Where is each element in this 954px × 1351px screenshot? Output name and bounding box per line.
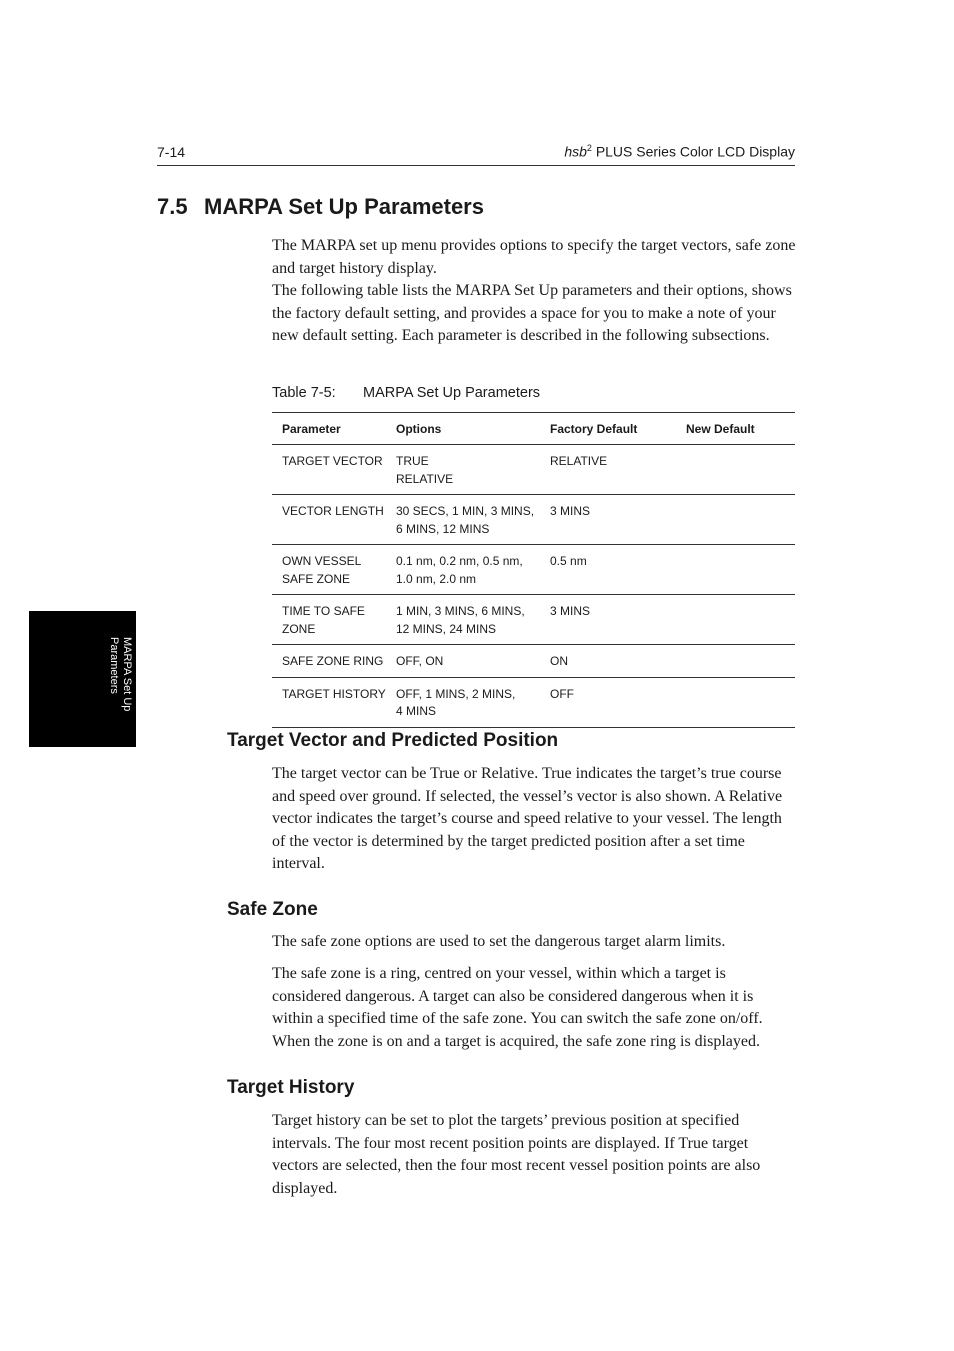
table-header-row [272,413,795,445]
cell-parameter [272,495,386,545]
header-title [564,143,795,160]
cell-text: SAFE ZONE [282,571,351,586]
column-header-new-default: New Default [676,413,795,445]
cell-text: 1.0 nm, 2.0 nm [396,571,477,586]
cell-text: TRUE [396,454,429,468]
column-header-options: Options [386,413,540,445]
chapter-side-tab [29,611,136,747]
parameters-table [272,412,795,728]
cell-text: 1 MIN, 3 MINS, 6 MINS, [396,604,525,618]
table-row [272,677,795,727]
target-history-body: Target history can be set to plot the targets’ previous position at specified intervals. The four most recent position points are displayed. If True target vectors are selected, then the four most recent vessel position points are also displayed. [272,1112,761,1197]
cell-parameter [272,545,386,595]
cell-options [386,495,540,545]
cell-text: SAFE ZONE RING [282,654,384,668]
target-vector-heading: Target Vector and Predicted Position [227,730,559,751]
cell-factory-default: RELATIVE [540,445,676,495]
cell-text: 6 MINS, 12 MINS [396,521,490,536]
header-brand-superscript: 2 [586,143,592,153]
cell-text: TIME TO SAFE [282,604,365,618]
cell-text: 4 MINS [396,704,437,718]
column-header-factory-default: Factory Default [540,413,676,445]
cell-factory-default: ON [540,645,676,678]
cell-text: ZONE [282,621,316,636]
table-row [272,545,795,595]
cell-parameter [272,595,386,645]
cell-new-default [676,545,795,595]
cell-new-default [676,595,795,645]
safe-zone-heading: Safe Zone [227,899,318,920]
table-row [272,645,795,678]
cell-text: 12 MINS, 24 MINS [396,621,497,636]
table-row [272,445,795,495]
cell-text: VECTOR LENGTH [282,504,384,518]
table-row [272,595,795,645]
cell-options [386,545,540,595]
cell-parameter [272,677,386,727]
cell-options [386,595,540,645]
cell-text: RELATIVE [396,471,454,486]
cell-text: 0.1 nm, 0.2 nm, 0.5 nm, [396,554,523,568]
cell-text: 30 SECS, 1 MIN, 3 MINS, [396,504,535,518]
section-heading [157,194,484,220]
side-tab-line-2: Parameters [108,637,120,694]
cell-factory-default: OFF [540,677,676,727]
cell-text: TARGET HISTORY [282,686,386,701]
section-title: MARPA Set Up Parameters [204,194,484,219]
cell-factory-default: 0.5 nm [540,545,676,595]
target-history-heading: Target History [227,1077,355,1098]
cell-text: OWN VESSEL [282,554,362,568]
intro-paragraph-1: The MARPA set up menu provides options to specify the target vectors, safe zone and target history display. [272,237,796,277]
cell-parameter [272,445,386,495]
section-number: 7.5 [157,194,188,219]
side-tab-line-1: MARPA Set Up [121,637,133,712]
cell-factory-default: 3 MINS [540,495,676,545]
side-tab-label [107,637,133,757]
page-number: 7-14 [157,144,186,160]
cell-text: OFF, ON [396,654,444,668]
cell-new-default [676,495,795,545]
table-caption-label: Table 7-5: [272,385,336,401]
page-header [157,143,795,166]
cell-text: TARGET VECTOR [282,454,383,468]
header-brand: hsb [564,143,587,160]
cell-factory-default: 3 MINS [540,595,676,645]
column-header-parameter: Parameter [272,413,386,445]
safe-zone-body-2: The safe zone is a ring, centred on your vessel, within which a target is considered dangerous. A target can also be considered dangerous when it is within a specified time of the safe zone. You can switch the safe zone on/off. When the zone is on and a target is acquired, the safe zone ring is displayed. [272,965,763,1050]
cell-options [386,445,540,495]
cell-parameter [272,645,386,678]
target-vector-body: The target vector can be True or Relative. True indicates the target’s true course and speed over ground. If selected, the vessel’s vector is also shown. A Relative vector indicates the target’s course and speed relative to your vessel. The length of the vector is determined by the target predicted position after a set time interval. [272,765,783,872]
table-caption-title: MARPA Set Up Parameters [363,385,541,401]
header-title-text: PLUS Series Color LCD Display [595,143,795,160]
cell-new-default [676,645,795,678]
cell-options [386,645,540,678]
table-row [272,495,795,545]
cell-new-default [676,677,795,727]
table-caption [272,385,540,401]
safe-zone-body-1: The safe zone options are used to set the dangerous target alarm limits. [272,933,726,950]
cell-options [386,677,540,727]
intro-paragraph-2: The following table lists the MARPA Set Up parameters and their options, shows the factory default setting, and provides a space for you to make a note of your new default setting. Each parameter is described in the following subsections. [272,282,792,344]
cell-new-default [676,445,795,495]
cell-text: OFF, 1 MINS, 2 MINS, [396,686,516,701]
